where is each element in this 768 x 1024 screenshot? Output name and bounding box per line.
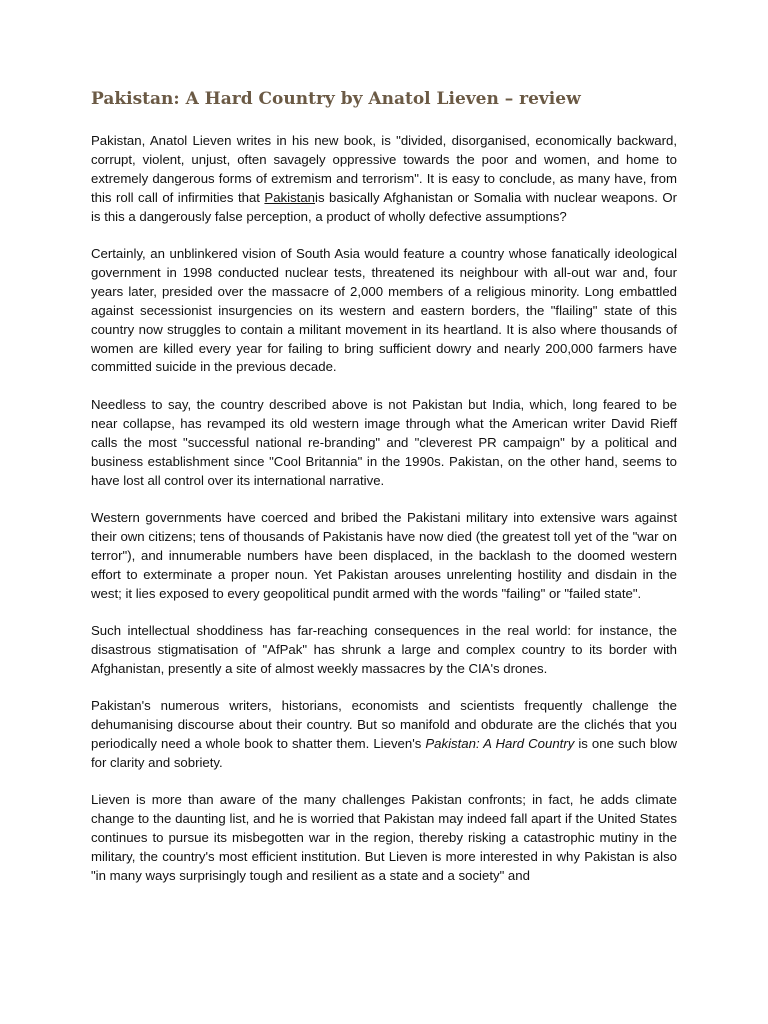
paragraph-1 (91, 132, 677, 227)
paragraph-6-text-after-title: is one such blow for clarity and sobriety. (91, 735, 677, 770)
paragraph-7: Lieven is more than aware of the many challenges Pakistan confronts; in fact, he adds climate change to the daunting list, and he is worried that Pakistan may indeed fall apart if the United States continues to pursue its misbegotten war in the region, thereby risking a catastrophic mutiny in the military, the country's most efficient institution. But Lieven is more interested in why Pakistan is also "in many ways surprisingly tough and resilient as a state and a society" and (91, 792, 677, 883)
paragraph-4: Western governments have coerced and bribed the Pakistani military into extensive wars against their own citizens; tens of thousands of Pakistanis have now died (the greatest toll yet of the "war on terror"), and innumerable numbers have been displaced, in the backlash to the doomed western effort to exterminate a proper noun. Yet Pakistan arouses unrelenting hostility and disdain in the west; it lies exposed to every geopolitical pundit armed with the words "failing" or "failed state". (91, 509, 677, 601)
article-title: Pakistan: A Hard Country by Anatol Lieven – review (91, 89, 581, 109)
paragraph-2: Certainly, an unblinkered vision of South Asia would feature a country whose fanatically ideological government in 1998 conducted nuclear tests, threatened its neighbour with all-out war and, four years later, presided over the massacre of 2,000 members of a religious minority. Long embattled against secessionist insurgencies on its western and eastern borders, the "flailing" state of this country now struggles to contain a militant movement in its heartland. It is also where thousands of women are killed every year for failing to bring sufficient dowry and nearly 200,000 farmers have committed suicide in the previous decade. (91, 246, 677, 375)
paragraph-5: Such intellectual shoddiness has far-reaching consequences in the real world: for instance, the disastrous stigmatisation of "AfPak" has shrunk a large and complex country to its border with Afghanistan, presently a site of almost weekly massacres by the CIA's drones. (91, 622, 677, 676)
article (91, 88, 677, 904)
paragraph-6 (91, 697, 677, 773)
book-title: Pakistan: A Hard Country (425, 735, 575, 751)
paragraph-3: Needless to say, the country described above is not Pakistan but India, which, long feared to be near collapse, has revamped its old western image through what the American writer David Rieff calls the most "successful national re-branding" and "cleverest PR campaign" by a political and business establishment since "Cool Britannia" in the 1990s. Pakistan, on the other hand, seems to have lost all control over its international narrative. (91, 396, 677, 488)
paragraph-1-text-before-link: Pakistan, Anatol Lieven writes in his new book, is "divided, disorganised, economically backward, corrupt, violent, unjust, often savagely oppressive towards the poor and women, and home to extremely dangerous forms of extremism and terrorism". It is easy to conclude, as many have, from this roll call of infirmities that (91, 133, 677, 205)
paragraph-6-text-before-title: Pakistan's numerous writers, historians, economists and scientists frequently challenge the dehumanising discourse about their country. But so manifold and obdurate are the clichés that you periodically need a whole book to shatter them. Lieven's (91, 698, 677, 751)
paragraph-1-text-after-link: is basically Afghanistan or Somalia with nuclear weapons. Or is this a dangerously false perception, a product of wholly defective assumptions? (91, 189, 677, 224)
pakistan-link[interactable]: Pakistan (264, 189, 316, 205)
